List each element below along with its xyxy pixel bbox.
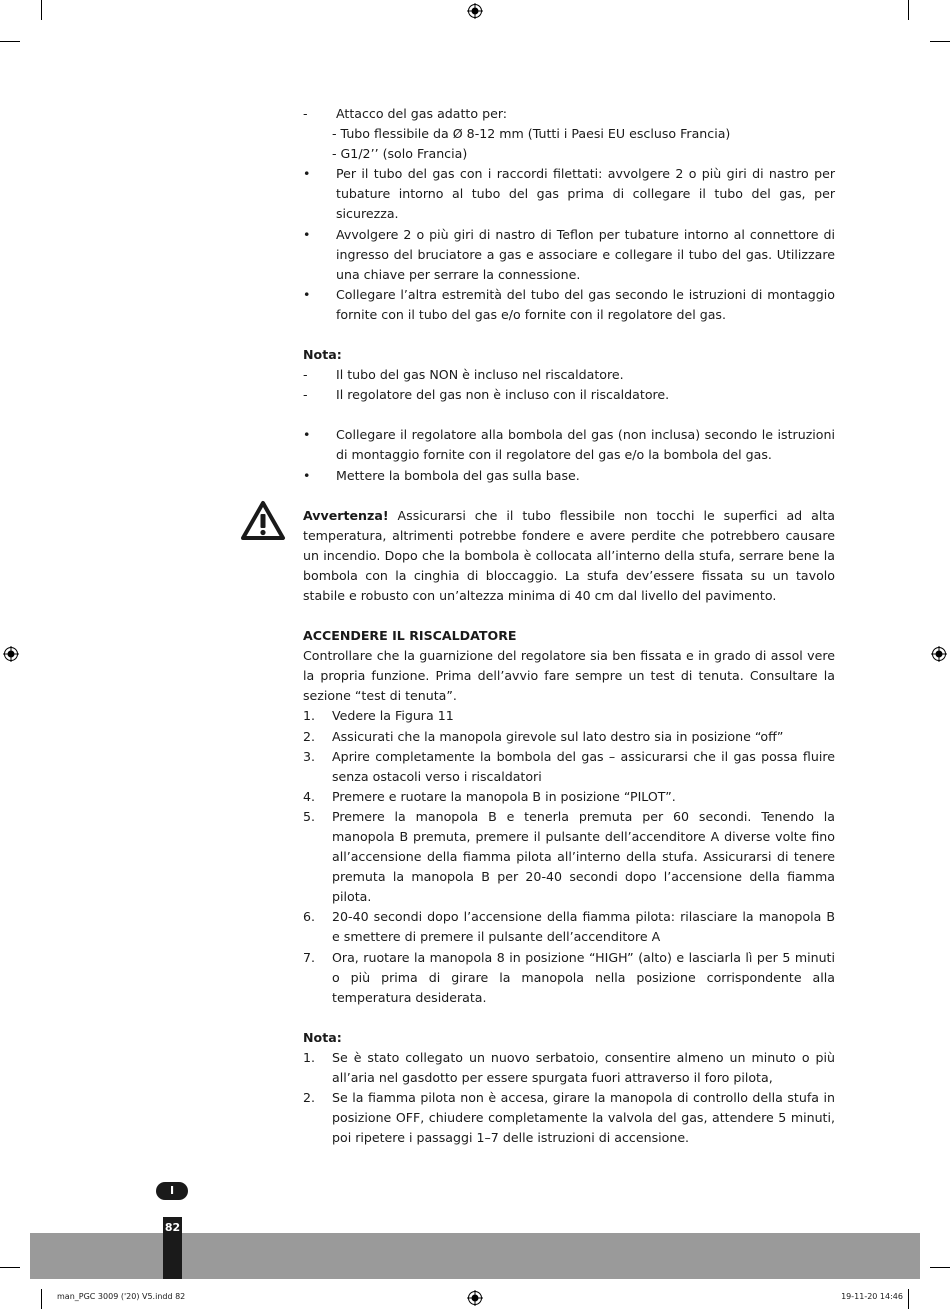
- crop-mark: [930, 41, 950, 42]
- crop-mark: [41, 1289, 42, 1309]
- list-item: 2. Se la fiamma pilota non è accesa, girare la manopola di controllo della stufa in posizione OFF, chiudere completamente la valvola del gas, attendere 5 minuti, poi ripetere i passaggi 1–7 delle istruzioni di accensione.: [303, 1090, 835, 1146]
- crop-mark: [908, 0, 909, 20]
- crop-mark: [908, 1289, 909, 1309]
- list-item: 7. Ora, ruotare la manopola 8 in posizione “HIGH” (alto) e lasciarla lì per 5 minuti o più prima di girare la manopola nella posizione corrispondente alla temperatura desiderata.: [303, 949, 835, 1005]
- warning-text: Assicurarsi che il tubo flessibile non tocchi le superfici ad alta temperatura, altrimenti potrebbe fondere e avere perdite che potrebbero causare un incendio. Dopo che la bombola è collocata all’interno della stufa, serrare bene la bombola con la cinghia di bloccaggio. La stufa dev’essere fissata su un tavolo stabile e robusto con un’altezza minima di 40 cm dal livello del pavimento.: [303, 507, 835, 603]
- list-item: - Attacco del gas adatto per:: [303, 106, 508, 121]
- list-item: • Avvolgere 2 o più giri di nastro di Teflon per tubature intorno al connettore di ingresso del bruciatore a gas e associare e collegare il tubo del gas. Utilizzare una chiave per serrare la connessione.: [303, 226, 835, 282]
- list-item: 3. Aprire completamente la bombola del gas – assicurarsi che il gas possa fluire senza ostacoli verso i riscaldatori: [303, 748, 835, 784]
- list-item: 4. Premere e ruotare la manopola B in posizione “PILOT”.: [303, 788, 676, 804]
- warning-block: [303, 506, 835, 606]
- section-intro: Controllare che la guarnizione del regolatore sia ben fissata e in grado di assol vere la propria funzione. Prima dell’avvio fare sempre un test di tenuta. Consultare la sezione “test di tenuta”.: [303, 648, 835, 704]
- list-item: • Collegare l’altra estremità del tubo del gas secondo le istruzioni di montaggio fornite con il tubo del gas e/o fornite con il regolatore del gas.: [303, 286, 835, 322]
- warning-triangle-icon: [240, 500, 286, 542]
- warning-label: Avvertenza!: [303, 507, 389, 523]
- crop-mark: [41, 0, 42, 20]
- list-item: 6. 20-40 secondi dopo l’accensione della fiamma pilota: rilasciare la manopola B e smettere di premere il pulsante dell’accenditore A: [303, 909, 835, 945]
- registration-mark-icon: [3, 646, 19, 662]
- list-item: 5. Premere la manopola B e tenerla premuta per 60 secondi. Tenendo la manopola B premuta, premere il pulsante dell’accenditore A diverse volte fino all’accensione della fiamma pilota all’interno della stufa. Assicurarsi di tenere premuta la manopola B per 20-40 secondi dopo l’accensione della fiamma pilota.: [303, 808, 835, 905]
- section-heading: ACCENDERE IL RISCALDATORE: [303, 628, 517, 644]
- note-heading: Nota:: [303, 347, 342, 363]
- list-item: - Il regolatore del gas non è incluso con il riscaldatore.: [303, 387, 670, 403]
- registration-mark-icon: [931, 646, 947, 662]
- file-slug: man_PGC 3009 ('20) V5.indd 82: [57, 1292, 186, 1301]
- page-content: [303, 104, 835, 1148]
- date-slug: 19-11-20 14:46: [841, 1292, 903, 1301]
- crop-mark: [0, 41, 20, 42]
- list-item: 1. Vedere la Figura 11: [303, 708, 454, 724]
- language-badge: I: [156, 1182, 188, 1200]
- page-number: 82: [164, 1221, 181, 1234]
- crop-mark: [0, 1267, 20, 1268]
- list-item: • Collegare il regolatore alla bombola del gas (non inclusa) secondo le istruzioni di montaggio fornite con il regolatore del gas e/o la bombola del gas.: [303, 427, 835, 463]
- list-item: • Mettere la bombola del gas sulla base.: [303, 467, 580, 483]
- note-heading: Nota:: [303, 1029, 342, 1045]
- list-item: - G1/2’’ (solo Francia): [332, 146, 468, 162]
- list-item: 1. Se è stato collegato un nuovo serbatoio, consentire almeno un minuto o più all’aria nel gasdotto per essere spurgata fuori attraverso il foro pilota,: [303, 1049, 835, 1086]
- crop-mark: [930, 1267, 950, 1268]
- registration-mark-icon: [467, 1290, 483, 1306]
- registration-mark-icon: [467, 3, 483, 19]
- list-item: - Il tubo del gas NON è incluso nel riscaldatore.: [303, 367, 624, 383]
- list-item: - Tubo flessibile da Ø 8-12 mm (Tutti i Paesi EU escluso Francia): [332, 126, 731, 142]
- list-item: • Per il tubo del gas con i raccordi filettati: avvolgere 2 o più giri di nastro per tubature intorno al tubo del gas prima di collegare il tubo del gas, per sicurezza.: [303, 166, 835, 222]
- list-item: 2. Assicurati che la manopola girevole sul lato destro sia in posizione “off”: [303, 728, 784, 744]
